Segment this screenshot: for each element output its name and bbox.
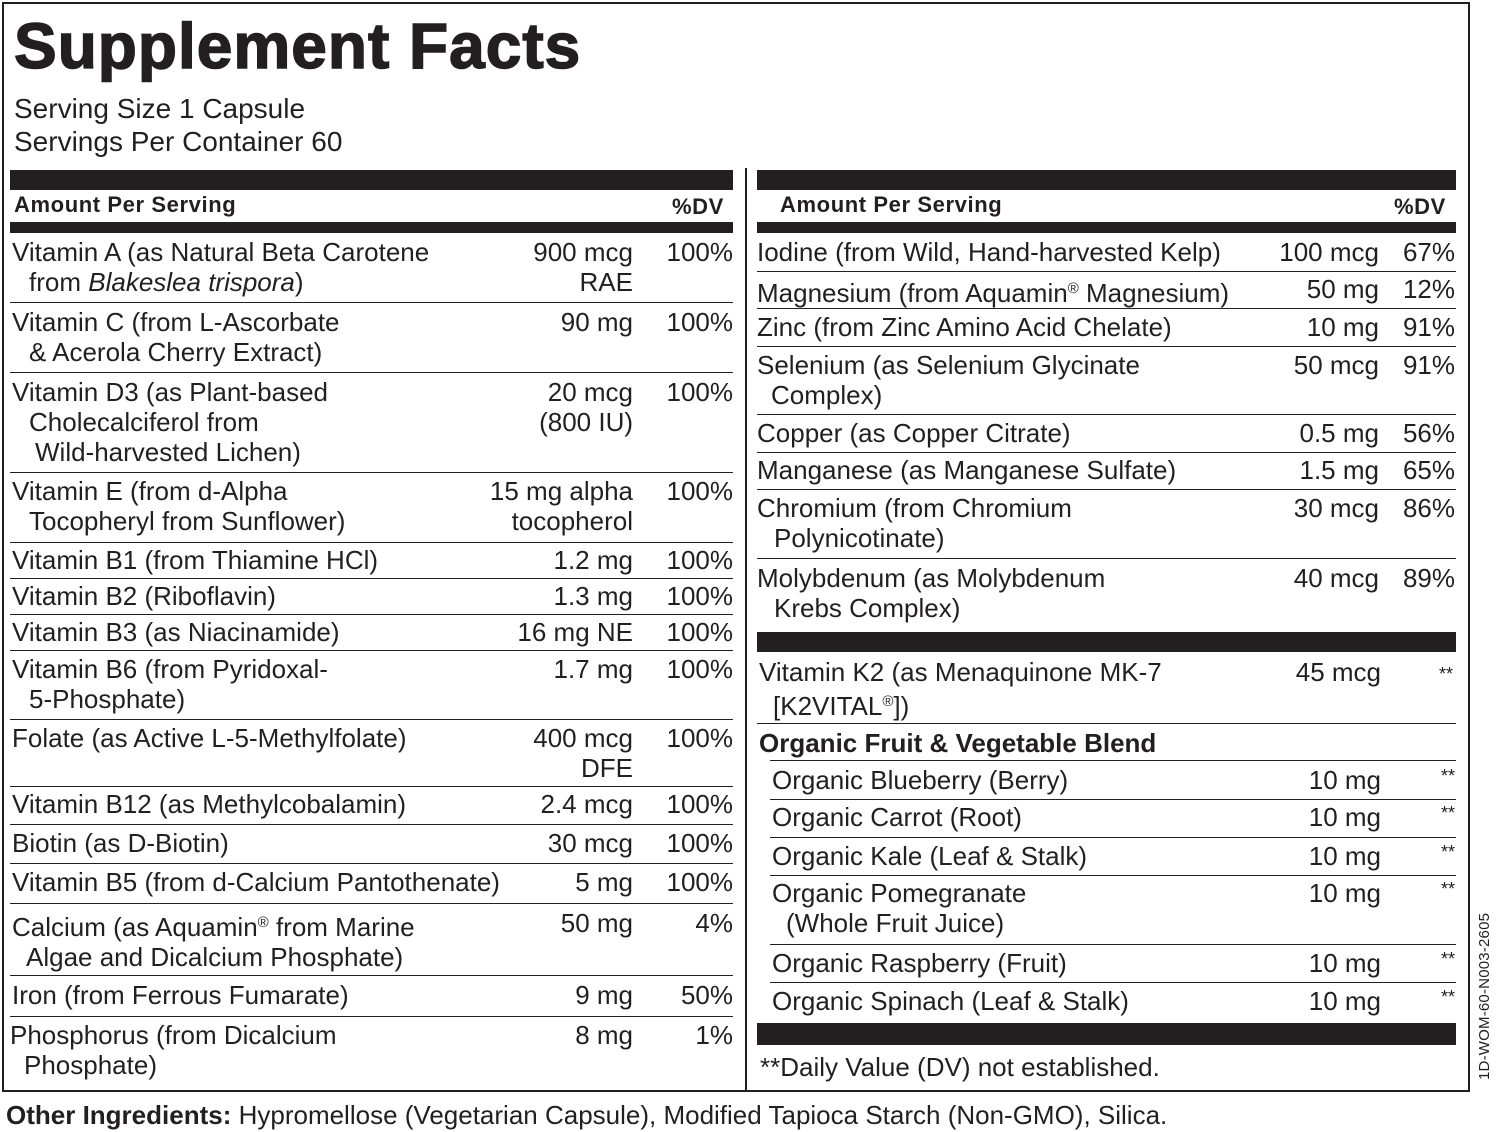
- nutrient-dv: 67%: [1402, 237, 1455, 267]
- row-divider: [770, 799, 1456, 800]
- blend-item-dv: **: [1440, 842, 1455, 862]
- nutrient-dv: 100%: [666, 581, 733, 611]
- amount-line: 50 mg: [1306, 274, 1379, 304]
- row-divider: [10, 302, 733, 303]
- nutrient-name-line: Selenium (as Selenium Glycinate: [757, 350, 1140, 380]
- nutrient-name: [12, 581, 276, 611]
- nutrient-name-text: Calcium (as Aquamin® from Marine: [12, 912, 415, 942]
- nutrient-dv: 65%: [1402, 455, 1455, 485]
- right-dv-header: %DV: [1394, 194, 1446, 219]
- nutrient-row-vitamin-b1: [12, 545, 733, 577]
- product-code: 1D-WOM-60-N003-2605: [1476, 912, 1493, 1080]
- nutrient-name-line: Vitamin D3 (as Plant-based: [12, 377, 329, 407]
- nutrient-name-line: [12, 908, 415, 942]
- nutrient-name: [759, 657, 1162, 721]
- nutrient-amount: [533, 237, 633, 297]
- blend-item-dv: **: [1440, 803, 1455, 823]
- left-top-thick-bar: [10, 170, 733, 190]
- nutrient-amount: [548, 828, 633, 858]
- nutrient-name-line: Phosphorus (from Dicalcium: [10, 1020, 337, 1050]
- nutrient-name-line: Vitamin B12 (as Methylcobalamin): [12, 789, 407, 819]
- row-divider: [10, 542, 733, 543]
- nutrient-dv: 100%: [666, 476, 733, 506]
- nutrient-name-line: Vitamin B2 (Riboflavin): [12, 581, 276, 611]
- nutrient-dv: 91%: [1402, 312, 1455, 342]
- nutrient-name-line: Krebs Complex): [774, 593, 961, 623]
- row-divider: [757, 271, 1456, 272]
- row-divider: [757, 346, 1456, 347]
- row-divider: [10, 614, 733, 615]
- other-ingredients-text: Hypromellose (Vegetarian Capsule), Modified Tapioca Starch (Non-GMO), Silica.: [231, 1100, 1168, 1130]
- nutrient-amount: [1294, 493, 1379, 523]
- blend-item-name: Organic Spinach (Leaf & Stalk): [772, 986, 1129, 1016]
- row-divider: [770, 837, 1456, 838]
- nutrient-amount: [554, 545, 634, 575]
- amount-line: DFE: [581, 753, 633, 783]
- nutrient-row-vitamin-b3: [12, 617, 733, 649]
- nutrient-name-line: Vitamin C (from L-Ascorbate: [12, 307, 340, 337]
- nutrient-name-line: Vitamin B5 (from d-Calcium Pantothenate): [12, 867, 500, 897]
- row-divider: [770, 982, 1456, 983]
- amount-line: 9 mg: [575, 980, 633, 1010]
- nutrient-amount: [561, 307, 633, 337]
- blend-item-dv: **: [1440, 879, 1455, 899]
- daily-value-footnote: **Daily Value (DV) not established.: [760, 1052, 1160, 1082]
- row-divider: [757, 452, 1456, 453]
- nutrient-name-line: [757, 274, 1229, 308]
- right-bottom-thick-bar: [757, 1023, 1456, 1045]
- nutrient-name-source-italic: from Blakeslea trispora): [29, 267, 304, 297]
- nutrient-amount: [1300, 455, 1380, 485]
- nutrient-amount: [1300, 418, 1380, 448]
- nutrient-name-line: Folate (as Active L-5-Methylfolate): [12, 723, 407, 753]
- nutrient-amount: [554, 581, 634, 611]
- nutrient-name-line: Chromium (from Chromium: [757, 493, 1072, 523]
- blend-row-raspberry: [772, 948, 1455, 980]
- amount-line: 1.2 mg: [553, 545, 633, 575]
- amount-line: 0.5 mg: [1299, 418, 1379, 448]
- nutrient-row-vitamin-k2: [759, 657, 1455, 721]
- nutrient-row-phosphorus: [10, 1020, 733, 1084]
- nutrient-name-line: Vitamin K2 (as Menaquinone MK-7: [759, 657, 1162, 687]
- nutrient-name: [757, 418, 1071, 448]
- nutrient-name-line: Vitamin E (from d-Alpha: [12, 476, 288, 506]
- nutrient-dv: 50%: [680, 980, 733, 1010]
- row-divider: [757, 558, 1456, 559]
- amount-line: 90 mg: [560, 307, 633, 337]
- blend-item-amount: 10 mg: [1308, 878, 1381, 908]
- nutrient-dv: 100%: [666, 654, 733, 684]
- nutrient-row-biotin: [12, 828, 733, 860]
- nutrient-name-text: Magnesium (from Aquamin® Magnesium): [757, 278, 1230, 308]
- row-divider: [10, 975, 733, 976]
- amount-line: 30 mcg: [1293, 493, 1379, 523]
- nutrient-name-line: Vitamin A (as Natural Beta Carotene: [12, 237, 430, 267]
- right-mid-thick-bar: [757, 632, 1456, 652]
- nutrient-row-vitamin-e: [12, 476, 733, 540]
- row-divider: [10, 863, 733, 864]
- blend-row-pomegranate: [772, 878, 1455, 942]
- blend-item-name: Organic Blueberry (Berry): [772, 765, 1069, 795]
- nutrient-name: [12, 545, 378, 575]
- nutrient-row-selenium: [757, 350, 1455, 414]
- nutrient-row-copper: [757, 418, 1455, 450]
- blend-item-dv: **: [1440, 949, 1455, 969]
- nutrient-name: [12, 867, 500, 897]
- nutrient-name-line: Algae and Dicalcium Phosphate): [26, 942, 404, 972]
- nutrient-name: [12, 476, 345, 536]
- amount-line: 40 mcg: [1293, 563, 1379, 593]
- nutrient-row-vitamin-b5: [12, 867, 733, 899]
- right-amount-per-serving-header: Amount Per Serving: [780, 192, 1003, 217]
- amount-line: 900 mcg: [533, 237, 633, 267]
- blend-row-spinach: [772, 986, 1455, 1018]
- left-dv-header: %DV: [672, 194, 724, 219]
- blend-item-dv: **: [1440, 766, 1455, 786]
- row-divider: [770, 875, 1456, 876]
- nutrient-dv: 100%: [666, 867, 733, 897]
- nutrient-name-line: Manganese (as Manganese Sulfate): [757, 455, 1177, 485]
- left-header-thick-bar: [10, 222, 733, 233]
- nutrient-dv: 91%: [1402, 350, 1455, 380]
- nutrient-name: [12, 980, 349, 1010]
- blend-item-name-line: (Whole Fruit Juice): [786, 908, 1005, 938]
- nutrient-amount: [541, 789, 634, 819]
- row-divider: [770, 760, 1456, 761]
- row-divider: [10, 1016, 733, 1017]
- row-divider: [10, 786, 733, 787]
- right-top-thick-bar: [757, 170, 1456, 190]
- nutrient-dv: 86%: [1402, 493, 1455, 523]
- nutrient-name-line: Complex): [771, 380, 883, 410]
- amount-line: 400 mcg: [533, 723, 633, 753]
- blend-item-amount: 10 mg: [1308, 765, 1381, 795]
- amount-line: 50 mg: [560, 908, 633, 938]
- nutrient-amount: [490, 476, 633, 536]
- row-divider: [10, 719, 733, 720]
- amount-line: 8 mg: [575, 1020, 633, 1050]
- right-header-thick-bar: [757, 222, 1456, 233]
- nutrient-name: [12, 307, 340, 367]
- nutrient-row-manganese: [757, 455, 1455, 487]
- amount-line: RAE: [579, 267, 633, 297]
- amount-line: 30 mcg: [547, 828, 633, 858]
- nutrient-name-line: 5-Phosphate): [29, 684, 186, 714]
- amount-line: tocopherol: [511, 506, 633, 536]
- amount-line: 50 mcg: [1293, 350, 1379, 380]
- nutrient-name: [12, 377, 328, 467]
- nutrient-name: [757, 350, 1140, 410]
- nutrient-dv: 4%: [695, 908, 733, 938]
- nutrient-name-line: Copper (as Copper Citrate): [757, 418, 1071, 448]
- amount-line: 20 mcg: [547, 377, 633, 407]
- nutrient-name: [757, 312, 1172, 342]
- nutrient-row-vitamin-b6: [12, 654, 733, 718]
- nutrient-name: [12, 617, 340, 647]
- amount-line: 16 mg NE: [517, 617, 633, 647]
- amount-line: 1.5 mg: [1299, 455, 1379, 485]
- nutrient-dv: 100%: [666, 617, 733, 647]
- nutrient-row-vitamin-b12: [12, 789, 733, 821]
- nutrient-dv: 1%: [695, 1020, 733, 1050]
- nutrient-amount: [517, 617, 633, 647]
- row-divider: [10, 372, 733, 373]
- nutrient-name: [757, 563, 1105, 623]
- nutrient-dv: 100%: [666, 377, 733, 407]
- nutrient-row-chromium: [757, 493, 1455, 557]
- nutrient-name-line: Cholecalciferol from: [29, 407, 259, 437]
- nutrient-name: [12, 828, 229, 858]
- blend-row-kale: [772, 841, 1455, 873]
- row-divider: [757, 414, 1456, 415]
- nutrient-dv: **: [1438, 664, 1453, 684]
- nutrient-row-zinc: [757, 312, 1455, 344]
- row-divider: [757, 723, 1456, 724]
- nutrient-name: [757, 455, 1176, 485]
- nutrient-name: [757, 493, 1072, 553]
- row-divider: [10, 578, 733, 579]
- servings-per-container: Servings Per Container 60: [14, 126, 343, 157]
- nutrient-name: [12, 789, 406, 819]
- nutrient-amount: [575, 980, 633, 1010]
- nutrient-amount: [575, 867, 633, 897]
- nutrient-name: [12, 237, 429, 297]
- amount-line: 100 mcg: [1279, 237, 1379, 267]
- nutrient-row-vitamin-a: [12, 237, 733, 301]
- amount-line: (800 IU): [539, 407, 633, 437]
- amount-line: 5 mg: [575, 867, 633, 897]
- nutrient-row-magnesium: [757, 274, 1455, 306]
- blend-item-name: Organic Kale (Leaf & Stalk): [772, 841, 1088, 871]
- nutrient-amount: [561, 908, 633, 938]
- serving-size: Serving Size 1 Capsule: [14, 93, 306, 124]
- row-divider: [757, 308, 1456, 309]
- blend-item-name: Organic Raspberry (Fruit): [772, 948, 1067, 978]
- row-divider: [10, 824, 733, 825]
- nutrient-name: [12, 908, 415, 972]
- amount-line: 2.4 mcg: [540, 789, 633, 819]
- nutrient-dv: 100%: [666, 828, 733, 858]
- page-title: Supplement Facts: [14, 10, 582, 82]
- nutrient-row-iodine: [757, 237, 1455, 269]
- nutrient-name-line: Iodine (from Wild, Hand-harvested Kelp): [757, 237, 1221, 267]
- nutrient-name-line: Molybdenum (as Molybdenum: [757, 563, 1106, 593]
- nutrient-name-line: Vitamin B6 (from Pyridoxal-: [12, 654, 328, 684]
- nutrient-amount: [1279, 237, 1379, 267]
- row-divider: [10, 472, 733, 473]
- nutrient-row-iron: [12, 980, 733, 1012]
- nutrient-name: [12, 723, 407, 753]
- nutrient-name-line: & Acerola Cherry Extract): [29, 337, 323, 367]
- blend-item-amount: 10 mg: [1308, 841, 1381, 871]
- nutrient-row-molybdenum: [757, 563, 1455, 627]
- nutrient-name-line: Polynicotinate): [774, 523, 945, 553]
- blend-row-blueberry: [772, 765, 1455, 797]
- nutrient-name-line: [759, 687, 1162, 721]
- nutrient-row-vitamin-c: [12, 307, 733, 371]
- nutrient-row-calcium: [12, 908, 733, 972]
- nutrient-dv: 100%: [666, 237, 733, 267]
- nutrient-name-line: Vitamin B3 (as Niacinamide): [12, 617, 340, 647]
- nutrient-name-line: Wild-harvested Lichen): [35, 437, 301, 467]
- nutrient-dv: 100%: [666, 307, 733, 337]
- nutrient-amount: [1294, 563, 1379, 593]
- blend-item-name: [772, 878, 1026, 938]
- nutrient-name-line: Tocopheryl from Sunflower): [29, 506, 346, 536]
- amount-line: 1.7 mg: [553, 654, 633, 684]
- nutrient-name-line: Phosphate): [24, 1050, 157, 1080]
- nutrient-amount: [1294, 350, 1379, 380]
- nutrient-row-vitamin-b2: [12, 581, 733, 613]
- other-ingredients-label: Other Ingredients:: [6, 1100, 232, 1130]
- nutrient-amount: [554, 654, 634, 684]
- nutrient-name-line: [12, 267, 429, 297]
- nutrient-dv: 12%: [1402, 274, 1455, 304]
- other-ingredients: [6, 1100, 1167, 1130]
- nutrient-name: [757, 274, 1229, 308]
- row-divider: [770, 944, 1456, 945]
- amount-line: 10 mg: [1306, 312, 1379, 342]
- nutrient-dv: 100%: [666, 723, 733, 753]
- row-divider: [10, 903, 733, 904]
- nutrient-name-text: [K2VITAL®]): [773, 691, 910, 721]
- nutrient-amount: [1307, 274, 1379, 304]
- nutrient-name: [12, 654, 328, 714]
- blend-item-amount: 10 mg: [1308, 948, 1381, 978]
- nutrient-amount: [1307, 312, 1379, 342]
- nutrient-amount: [575, 1020, 633, 1050]
- blend-item-name: Organic Carrot (Root): [772, 802, 1022, 832]
- row-divider: [757, 489, 1456, 490]
- nutrient-dv: 100%: [666, 789, 733, 819]
- nutrient-amount: [539, 377, 633, 437]
- blend-item-name-line: Organic Pomegranate: [772, 878, 1027, 908]
- row-divider: [10, 650, 733, 651]
- nutrient-name-line: Iron (from Ferrous Fumarate): [12, 980, 349, 1010]
- nutrient-dv: 100%: [666, 545, 733, 575]
- left-amount-per-serving-header: Amount Per Serving: [14, 192, 237, 217]
- nutrient-row-vitamin-d3: [12, 377, 733, 471]
- nutrient-name-line: Biotin (as D-Biotin): [12, 828, 229, 858]
- nutrient-name-line: Zinc (from Zinc Amino Acid Chelate): [757, 312, 1172, 342]
- blend-item-dv: **: [1440, 987, 1455, 1007]
- blend-item-amount: 10 mg: [1308, 986, 1381, 1016]
- amount-line: 1.3 mg: [553, 581, 633, 611]
- blend-row-carrot: [772, 802, 1455, 834]
- nutrient-dv: 56%: [1402, 418, 1455, 448]
- nutrient-name: [757, 237, 1221, 267]
- column-divider: [745, 168, 747, 1090]
- nutrient-row-folate: [12, 723, 733, 785]
- blend-title: Organic Fruit & Vegetable Blend: [759, 728, 1157, 758]
- amount-line: 15 mg alpha: [489, 476, 633, 506]
- nutrient-amount: [533, 723, 633, 783]
- nutrient-dv: 89%: [1402, 563, 1455, 593]
- nutrient-name: [10, 1020, 337, 1080]
- blend-item-amount: 10 mg: [1308, 802, 1381, 832]
- nutrient-name-line: Vitamin B1 (from Thiamine HCl): [12, 545, 379, 575]
- nutrient-amount: 45 mcg: [1295, 657, 1381, 687]
